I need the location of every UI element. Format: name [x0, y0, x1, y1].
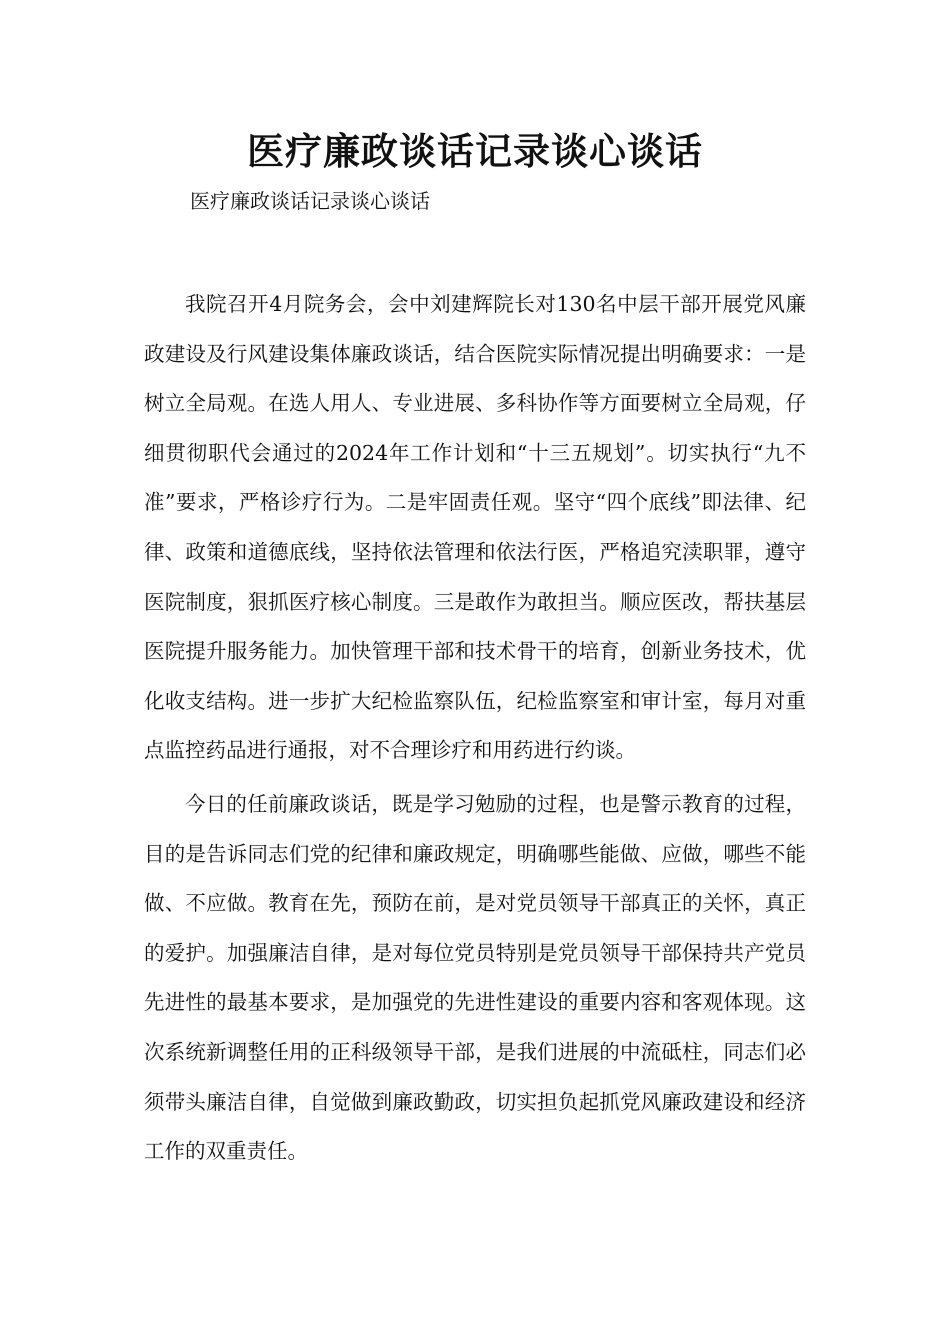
page-subtitle: 医疗廉政谈话记录谈心谈话: [190, 189, 430, 213]
document-body: [144, 280, 806, 1177]
paragraph-2: 今日的任前廉政谈话，既是学习勉励的过程，也是警示教育的过程，目的是告诉同志们党的纪律和廉政规定，明确哪些能做、应做，哪些不能做、不应做。教育在先，预防在前，是对党员领导干部真正的关怀，真正的爱护。加强廉洁自律，是对每位党员特别是党员领导干部保持共产党员先进性的最基本要求，是加强党的先进性建设的重要内容和客观体现。这次系统新调整任用的正科级领导干部，是我们进展的中流砥柱，同志们必须带头廉洁自律，自觉做到廉政勤政，切实担负起抓党风廉政建设和经济工作的双重责任。: [144, 791, 806, 1164]
page-title: 医疗廉政谈话记录谈心谈话: [247, 130, 703, 173]
paragraph-1: 我院召开4月院务会，会中刘建辉院长对130名中层干部开展党风廉政建设及行风建设集体廉政谈话，结合医院实际情况提出明确要求：一是树立全局观。在选人用人、专业进展、多科协作等方面要树立全局观，仔细贯彻职代会通过的2024年工作计划和“十三五规划”。切实执行“九不准”要求，严格诊疗行为。二是牢固责任观。坚守“四个底线”即法律、纪律、政策和道德底线，坚持依法管理和依法行医，严格追究渎职罪，遵守医院制度，狠抓医疗核心制度。三是敢作为敢担当。顺应医改，帮扶基层医院提升服务能力。加快管理干部和技术骨干的培育，创新业务技术，优化收支结构。进一步扩大纪检监察队伍，纪检监察室和审计室，每月对重点监控药品进行通报，对不合理诊疗和用药进行约谈。: [144, 292, 806, 763]
